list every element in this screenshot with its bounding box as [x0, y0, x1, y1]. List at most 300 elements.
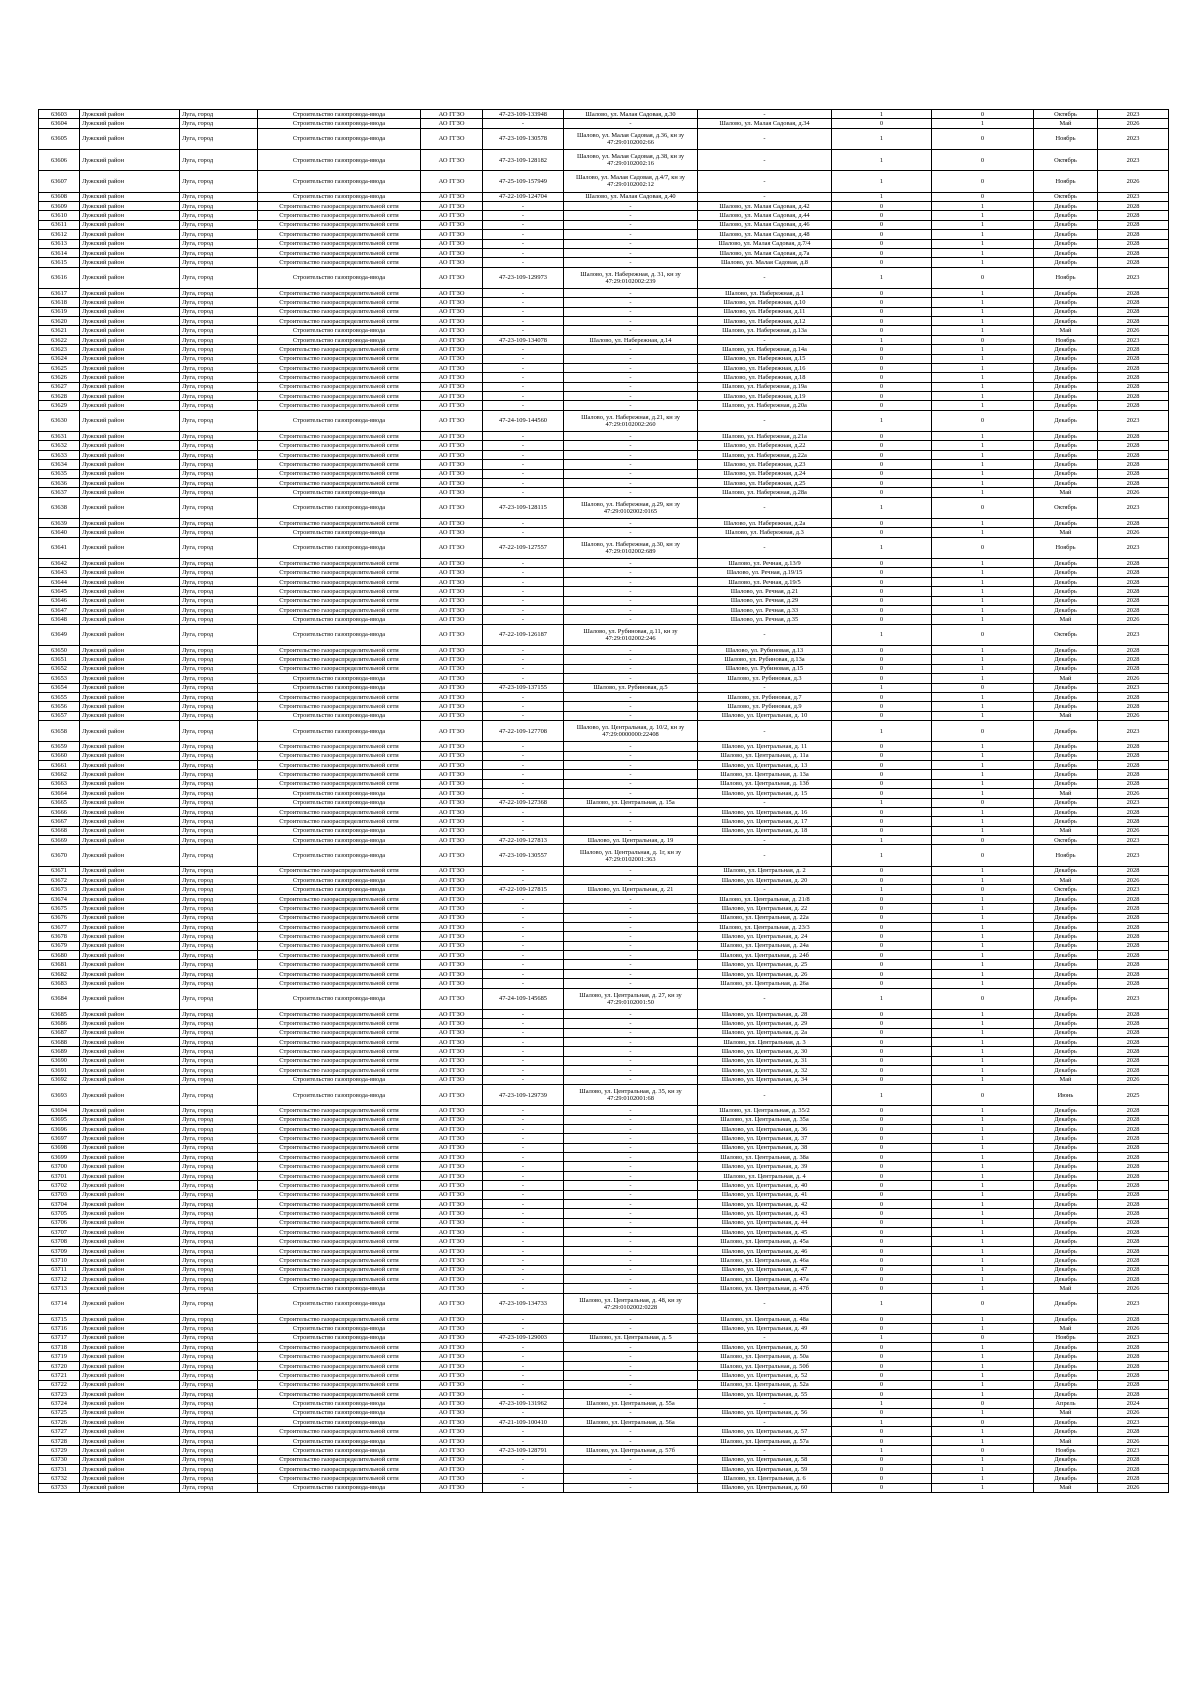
year-cell: 2028 — [1098, 1228, 1169, 1237]
settlement-cell: Луга, город — [180, 1199, 258, 1208]
table-row — [39, 171, 1169, 192]
object-address-cell: - — [564, 1361, 698, 1370]
work-type-cell: Строительство газораспределительной сети — [258, 373, 421, 382]
work-type-cell: Строительство газораспределительной сети — [258, 307, 421, 316]
district-cell: Лужский район — [80, 770, 180, 779]
network-address-cell: Шалово, ул. Набережная, д.21а — [698, 432, 832, 441]
object-address-cell: - — [564, 904, 698, 913]
district-cell: Лужский район — [80, 363, 180, 372]
organization-cell: АО ГГЗО — [421, 1143, 483, 1152]
settlement-cell: Луга, город — [180, 1265, 258, 1274]
work-type-cell: Строительство газопровода-ввода — [258, 335, 421, 344]
input-count-cell: 0 — [832, 1171, 932, 1180]
year-cell: 2028 — [1098, 969, 1169, 978]
month-cell: Декабрь — [1034, 1455, 1098, 1464]
year-cell: 2028 — [1098, 1464, 1169, 1473]
district-cell: Лужский район — [80, 392, 180, 401]
settlement-cell: Луга, город — [180, 230, 258, 239]
object-address-cell: Шалово, ул. Малая Садовая, д.4/7, кн зу 47:29:0102002:12 — [564, 171, 698, 192]
district-cell: Лужский район — [80, 836, 180, 845]
year-cell: 2028 — [1098, 478, 1169, 487]
row-number: 63726 — [39, 1418, 80, 1427]
organization-cell: АО ГГЗО — [421, 1380, 483, 1389]
application-number-cell: - — [483, 230, 564, 239]
object-address-cell: - — [564, 1218, 698, 1227]
row-number: 63732 — [39, 1474, 80, 1483]
network-address-cell: Шалово, ул. Малая Садовая, д.48 — [698, 230, 832, 239]
table-row — [39, 150, 1169, 171]
application-number-cell: - — [483, 615, 564, 624]
district-cell: Лужский район — [80, 171, 180, 192]
network-address-cell: Шалово, ул. Набережная, д.19а — [698, 382, 832, 391]
input-count-cell: 1 — [832, 410, 932, 431]
application-number-cell: - — [483, 941, 564, 950]
network-address-cell: Шалово, ул. Центральная, д. 49 — [698, 1324, 832, 1333]
work-type-cell: Строительство газораспределительной сети — [258, 646, 421, 655]
organization-cell: АО ГГЗО — [421, 1115, 483, 1124]
settlement-cell: Луга, город — [180, 171, 258, 192]
settlement-cell: Луга, город — [180, 1483, 258, 1492]
table-row — [39, 1084, 1169, 1105]
work-type-cell: Строительство газопровода-ввода — [258, 624, 421, 645]
settlement-cell: Луга, город — [180, 307, 258, 316]
network-address-cell: Шалово, ул. Центральная, д. 32 — [698, 1066, 832, 1075]
work-type-cell: Строительство газораспределительной сети — [258, 904, 421, 913]
organization-cell: АО ГГЗО — [421, 298, 483, 307]
district-cell: Лужский район — [80, 1115, 180, 1124]
settlement-cell: Луга, город — [180, 211, 258, 220]
work-type-cell: Строительство газопровода-ввода — [258, 1333, 421, 1342]
object-address-cell: - — [564, 587, 698, 596]
work-type-cell: Строительство газопровода-ввода — [258, 1446, 421, 1455]
district-cell: Лужский район — [80, 1066, 180, 1075]
input-count-cell: 0 — [832, 1162, 932, 1171]
network-address-cell: Шалово, ул. Набережная, д.14а — [698, 345, 832, 354]
district-cell: Лужский район — [80, 1237, 180, 1246]
table-row — [39, 683, 1169, 692]
organization-cell: АО ГГЗО — [421, 1389, 483, 1398]
input-count-cell: 0 — [832, 568, 932, 577]
year-cell: 2028 — [1098, 1256, 1169, 1265]
table-row — [39, 568, 1169, 577]
work-type-cell: Строительство газораспределительной сети — [258, 354, 421, 363]
network-address-cell: Шалово, ул. Центральная, д. 34 — [698, 1075, 832, 1084]
organization-cell: АО ГГЗО — [421, 1446, 483, 1455]
input-count-cell: 1 — [832, 192, 932, 201]
month-cell: Декабрь — [1034, 1237, 1098, 1246]
year-cell: 2028 — [1098, 1361, 1169, 1370]
year-cell: 2028 — [1098, 288, 1169, 297]
network-count-cell: 1 — [932, 392, 1034, 401]
network-address-cell: Шалово, ул. Речная, д.21 — [698, 587, 832, 596]
input-count-cell: 0 — [832, 1237, 932, 1246]
organization-cell: АО ГГЗО — [421, 110, 483, 119]
row-number: 63636 — [39, 478, 80, 487]
district-cell: Лужский район — [80, 587, 180, 596]
work-type-cell: Строительство газораспределительной сети — [258, 1455, 421, 1464]
network-count-cell: 1 — [932, 1056, 1034, 1065]
organization-cell: АО ГГЗО — [421, 845, 483, 866]
settlement-cell: Луга, город — [180, 401, 258, 410]
application-number-cell: - — [483, 1436, 564, 1445]
work-type-cell: Строительство газопровода-ввода — [258, 267, 421, 288]
input-count-cell: 1 — [832, 988, 932, 1009]
network-address-cell: Шалово, ул. Рубиновая, д.7 — [698, 692, 832, 701]
organization-cell: АО ГГЗО — [421, 1028, 483, 1037]
work-type-cell: Строительство газопровода-ввода — [258, 1324, 421, 1333]
input-count-cell: 0 — [832, 1056, 932, 1065]
year-cell: 2028 — [1098, 1265, 1169, 1274]
object-address-cell: - — [564, 450, 698, 459]
district-cell: Лужский район — [80, 1389, 180, 1398]
year-cell: 2023 — [1098, 885, 1169, 894]
table-row — [39, 1075, 1169, 1084]
input-count-cell: 0 — [832, 317, 932, 326]
object-address-cell: Шалово, ул. Набережная, д.21, кн зу 47:29:0102002:260 — [564, 410, 698, 431]
month-cell: Декабрь — [1034, 1066, 1098, 1075]
organization-cell: АО ГГЗО — [421, 960, 483, 969]
object-address-cell: Шалово, ул. Малая Садовая, д.40 — [564, 192, 698, 201]
settlement-cell: Луга, город — [180, 615, 258, 624]
month-cell: Декабрь — [1034, 1190, 1098, 1199]
year-cell: 2028 — [1098, 894, 1169, 903]
district-cell: Лужский район — [80, 1274, 180, 1283]
settlement-cell: Луга, город — [180, 1237, 258, 1246]
network-address-cell: - — [698, 171, 832, 192]
year-cell: 2023 — [1098, 798, 1169, 807]
application-number-cell: - — [483, 655, 564, 664]
work-type-cell: Строительство газораспределительной сети — [258, 1028, 421, 1037]
work-type-cell: Строительство газораспределительной сети — [258, 568, 421, 577]
month-cell: Апрель — [1034, 1399, 1098, 1408]
network-count-cell: 1 — [932, 441, 1034, 450]
table-row — [39, 1199, 1169, 1208]
application-number-cell: - — [483, 220, 564, 229]
table-row — [39, 1171, 1169, 1180]
object-address-cell: - — [564, 932, 698, 941]
network-count-cell: 1 — [932, 1455, 1034, 1464]
work-type-cell: Строительство газопровода-ввода — [258, 798, 421, 807]
application-number-cell: - — [483, 913, 564, 922]
year-cell: 2023 — [1098, 1333, 1169, 1342]
settlement-cell: Луга, город — [180, 1436, 258, 1445]
input-count-cell: 0 — [832, 1343, 932, 1352]
organization-cell: АО ГГЗО — [421, 646, 483, 655]
network-address-cell: Шалово, ул. Рубиновая, д.3 — [698, 674, 832, 683]
year-cell: 2026 — [1098, 488, 1169, 497]
settlement-cell: Луга, город — [180, 497, 258, 518]
month-cell: Май — [1034, 488, 1098, 497]
input-count-cell: 0 — [832, 298, 932, 307]
district-cell: Лужский район — [80, 721, 180, 742]
object-address-cell: - — [564, 692, 698, 701]
network-count-cell: 1 — [932, 401, 1034, 410]
network-address-cell: Шалово, ул. Набережная, д.11 — [698, 307, 832, 316]
object-address-cell: - — [564, 373, 698, 382]
work-type-cell: Строительство газопровода-ввода — [258, 988, 421, 1009]
table-row — [39, 605, 1169, 614]
settlement-cell: Луга, город — [180, 432, 258, 441]
month-cell: Декабрь — [1034, 202, 1098, 211]
network-address-cell: Шалово, ул. Центральная, д. 42 — [698, 1199, 832, 1208]
network-count-cell: 1 — [932, 1256, 1034, 1265]
input-count-cell: 0 — [832, 894, 932, 903]
table-row — [39, 751, 1169, 760]
year-cell: 2023 — [1098, 624, 1169, 645]
input-count-cell: 0 — [832, 1427, 932, 1436]
network-address-cell: Шалово, ул. Центральная, д. 35/2 — [698, 1106, 832, 1115]
district-cell: Лужский район — [80, 845, 180, 866]
settlement-cell: Луга, город — [180, 817, 258, 826]
year-cell: 2023 — [1098, 845, 1169, 866]
year-cell: 2028 — [1098, 1124, 1169, 1133]
table-row — [39, 192, 1169, 201]
table-row — [39, 363, 1169, 372]
network-count-cell: 0 — [932, 836, 1034, 845]
month-cell: Декабрь — [1034, 469, 1098, 478]
district-cell: Лужский район — [80, 1293, 180, 1314]
district-cell: Лужский район — [80, 1333, 180, 1342]
organization-cell: АО ГГЗО — [421, 913, 483, 922]
network-count-cell: 1 — [932, 913, 1034, 922]
settlement-cell: Луга, город — [180, 922, 258, 931]
organization-cell: АО ГГЗО — [421, 932, 483, 941]
row-number: 63613 — [39, 239, 80, 248]
district-cell: Лужский район — [80, 779, 180, 788]
network-address-cell: Шалово, ул. Центральная, д. 55 — [698, 1389, 832, 1398]
organization-cell: АО ГГЗО — [421, 1361, 483, 1370]
network-count-cell: 0 — [932, 1084, 1034, 1105]
network-address-cell: Шалово, ул. Центральная, д. 59 — [698, 1464, 832, 1473]
year-cell: 2028 — [1098, 932, 1169, 941]
year-cell: 2023 — [1098, 836, 1169, 845]
organization-cell: АО ГГЗО — [421, 876, 483, 885]
work-type-cell: Строительство газопровода-ввода — [258, 876, 421, 885]
year-cell: 2028 — [1098, 655, 1169, 664]
settlement-cell: Луга, город — [180, 1228, 258, 1237]
network-address-cell: Шалово, ул. Малая Садовая, д.46 — [698, 220, 832, 229]
year-cell: 2028 — [1098, 307, 1169, 316]
work-type-cell: Строительство газораспределительной сети — [258, 1153, 421, 1162]
month-cell: Декабрь — [1034, 1314, 1098, 1323]
row-number: 63651 — [39, 655, 80, 664]
work-type-cell: Строительство газопровода-ввода — [258, 326, 421, 335]
application-number-cell: 47-23-109-134078 — [483, 335, 564, 344]
network-address-cell: Шалово, ул. Центральная, д. 47 — [698, 1265, 832, 1274]
district-cell: Лужский район — [80, 1436, 180, 1445]
network-address-cell: Шалово, ул. Центральная, д. 43 — [698, 1209, 832, 1218]
organization-cell: АО ГГЗО — [421, 202, 483, 211]
year-cell: 2028 — [1098, 1209, 1169, 1218]
district-cell: Лужский район — [80, 307, 180, 316]
organization-cell: АО ГГЗО — [421, 692, 483, 701]
district-cell: Лужский район — [80, 288, 180, 297]
settlement-cell: Луга, город — [180, 1324, 258, 1333]
row-number: 63653 — [39, 674, 80, 683]
year-cell: 2028 — [1098, 692, 1169, 701]
settlement-cell: Луга, город — [180, 345, 258, 354]
input-count-cell: 0 — [832, 1134, 932, 1143]
year-cell: 2028 — [1098, 941, 1169, 950]
organization-cell: АО ГГЗО — [421, 307, 483, 316]
table-row — [39, 317, 1169, 326]
month-cell: Декабрь — [1034, 913, 1098, 922]
table-row — [39, 1333, 1169, 1342]
input-count-cell: 1 — [832, 1293, 932, 1314]
row-number: 63615 — [39, 258, 80, 267]
input-count-cell: 0 — [832, 469, 932, 478]
input-count-cell: 0 — [832, 1075, 932, 1084]
object-address-cell: - — [564, 605, 698, 614]
table-body — [39, 110, 1169, 1493]
settlement-cell: Луга, город — [180, 326, 258, 335]
month-cell: Декабрь — [1034, 1106, 1098, 1115]
organization-cell: АО ГГЗО — [421, 354, 483, 363]
input-count-cell: 0 — [832, 1408, 932, 1417]
organization-cell: АО ГГЗО — [421, 432, 483, 441]
input-count-cell: 0 — [832, 711, 932, 720]
month-cell: Май — [1034, 876, 1098, 885]
table-row — [39, 596, 1169, 605]
month-cell: Декабрь — [1034, 441, 1098, 450]
organization-cell: АО ГГЗО — [421, 128, 483, 149]
district-cell: Лужский район — [80, 537, 180, 558]
table-row — [39, 248, 1169, 257]
network-count-cell: 1 — [932, 1209, 1034, 1218]
district-cell: Лужский район — [80, 1143, 180, 1152]
organization-cell: АО ГГЗО — [421, 469, 483, 478]
year-cell: 2028 — [1098, 568, 1169, 577]
year-cell: 2028 — [1098, 248, 1169, 257]
table-row — [39, 1293, 1169, 1314]
application-number-cell: 47-22-109-127368 — [483, 798, 564, 807]
year-cell: 2028 — [1098, 345, 1169, 354]
work-type-cell: Строительство газопровода-ввода — [258, 826, 421, 835]
year-cell: 2023 — [1098, 1446, 1169, 1455]
organization-cell: АО ГГЗО — [421, 1237, 483, 1246]
organization-cell: АО ГГЗО — [421, 497, 483, 518]
object-address-cell: - — [564, 326, 698, 335]
table-row — [39, 537, 1169, 558]
organization-cell: АО ГГЗО — [421, 220, 483, 229]
application-number-cell: - — [483, 587, 564, 596]
network-address-cell: Шалово, ул. Набережная, д.18 — [698, 373, 832, 382]
organization-cell: АО ГГЗО — [421, 1324, 483, 1333]
work-type-cell: Строительство газопровода-ввода — [258, 528, 421, 537]
settlement-cell: Луга, город — [180, 568, 258, 577]
network-address-cell: Шалово, ул. Центральная, д. 46а — [698, 1256, 832, 1265]
month-cell: Май — [1034, 1324, 1098, 1333]
month-cell: Декабрь — [1034, 1181, 1098, 1190]
year-cell: 2023 — [1098, 721, 1169, 742]
network-count-cell: 1 — [932, 258, 1034, 267]
district-cell: Лужский район — [80, 1399, 180, 1408]
organization-cell: АО ГГЗО — [421, 1343, 483, 1352]
network-address-cell: Шалово, ул. Набережная, д.2а — [698, 519, 832, 528]
month-cell: Декабрь — [1034, 1171, 1098, 1180]
organization-cell: АО ГГЗО — [421, 450, 483, 459]
row-number: 63690 — [39, 1056, 80, 1065]
network-count-cell: 1 — [932, 354, 1034, 363]
network-address-cell: Шалово, ул. Центральная, д. 26а — [698, 979, 832, 988]
input-count-cell: 0 — [832, 392, 932, 401]
input-count-cell: 0 — [832, 817, 932, 826]
network-address-cell: Шалово, ул. Набережная, д.22 — [698, 441, 832, 450]
organization-cell: АО ГГЗО — [421, 683, 483, 692]
year-cell: 2026 — [1098, 1483, 1169, 1492]
row-number: 63633 — [39, 450, 80, 459]
table-row — [39, 1436, 1169, 1445]
table-row — [39, 664, 1169, 673]
network-address-cell: Шалово, ул. Центральная, д. 29 — [698, 1019, 832, 1028]
district-cell: Лужский район — [80, 664, 180, 673]
input-count-cell: 1 — [832, 1446, 932, 1455]
table-row — [39, 1446, 1169, 1455]
row-number: 63627 — [39, 382, 80, 391]
network-count-cell: 1 — [932, 1352, 1034, 1361]
network-address-cell: Шалово, ул. Центральная, д. 2 — [698, 866, 832, 875]
network-count-cell: 1 — [932, 317, 1034, 326]
object-address-cell: - — [564, 1464, 698, 1473]
work-type-cell: Строительство газопровода-ввода — [258, 674, 421, 683]
row-number: 63643 — [39, 568, 80, 577]
year-cell: 2028 — [1098, 904, 1169, 913]
work-type-cell: Строительство газопровода-ввода — [258, 119, 421, 128]
network-count-cell: 1 — [932, 951, 1034, 960]
work-type-cell: Строительство газопровода-ввода — [258, 1418, 421, 1427]
network-address-cell: - — [698, 410, 832, 431]
organization-cell: АО ГГЗО — [421, 1199, 483, 1208]
input-count-cell: 0 — [832, 441, 932, 450]
object-address-cell: - — [564, 1352, 698, 1361]
district-cell: Лужский район — [80, 450, 180, 459]
input-count-cell: 0 — [832, 1124, 932, 1133]
network-address-cell: Шалово, ул. Речная, д.33 — [698, 605, 832, 614]
document-page — [38, 109, 1168, 1493]
month-cell: Декабрь — [1034, 298, 1098, 307]
input-count-cell: 1 — [832, 798, 932, 807]
organization-cell: АО ГГЗО — [421, 460, 483, 469]
object-address-cell: - — [564, 230, 698, 239]
month-cell: Октябрь — [1034, 192, 1098, 201]
organization-cell: АО ГГЗО — [421, 211, 483, 220]
month-cell: Декабрь — [1034, 960, 1098, 969]
district-cell: Лужский район — [80, 577, 180, 586]
network-count-cell: 1 — [932, 1047, 1034, 1056]
application-number-cell: - — [483, 1218, 564, 1227]
month-cell: Май — [1034, 1408, 1098, 1417]
network-count-cell: 1 — [932, 1019, 1034, 1028]
month-cell: Ноябрь — [1034, 1446, 1098, 1455]
settlement-cell: Луга, город — [180, 960, 258, 969]
network-address-cell: Шалово, ул. Набережная, д.19 — [698, 392, 832, 401]
row-number: 63695 — [39, 1115, 80, 1124]
network-address-cell: Шалово, ул. Набережная, д.16 — [698, 363, 832, 372]
settlement-cell: Луга, город — [180, 110, 258, 119]
object-address-cell: - — [564, 951, 698, 960]
table-row — [39, 1124, 1169, 1133]
year-cell: 2028 — [1098, 1190, 1169, 1199]
network-count-cell: 0 — [932, 335, 1034, 344]
input-count-cell: 0 — [832, 1228, 932, 1237]
settlement-cell: Луга, город — [180, 1389, 258, 1398]
district-cell: Лужский район — [80, 1019, 180, 1028]
year-cell: 2028 — [1098, 559, 1169, 568]
organization-cell: АО ГГЗО — [421, 1436, 483, 1445]
work-type-cell: Строительство газопровода-ввода — [258, 836, 421, 845]
month-cell: Декабрь — [1034, 702, 1098, 711]
application-number-cell: - — [483, 1228, 564, 1237]
